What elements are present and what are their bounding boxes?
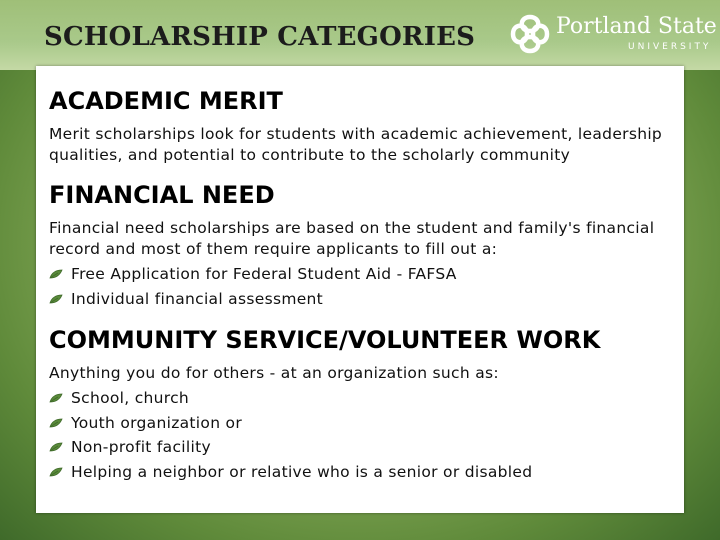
list-item xyxy=(49,386,670,411)
bullet-list xyxy=(49,386,670,484)
leaf-bullet-icon xyxy=(49,442,63,452)
list-item-text: Helping a neighbor or relative who is a senior or disabled xyxy=(71,462,533,481)
list-item xyxy=(49,411,670,436)
section-community-service xyxy=(49,325,670,484)
slide-title: SCHOLARSHIP CATEGORIES xyxy=(44,22,476,52)
psu-logo-icon xyxy=(510,14,550,54)
leaf-bullet-icon xyxy=(49,418,63,428)
section-heading: COMMUNITY SERVICE/VOLUNTEER WORK xyxy=(49,326,601,354)
list-item xyxy=(49,287,670,312)
list-item-text: School, church xyxy=(71,389,190,407)
bullet-list xyxy=(49,262,670,311)
list-item xyxy=(49,435,670,460)
list-item-text: Non-profit facility xyxy=(71,438,211,456)
leaf-bullet-icon xyxy=(49,269,63,279)
university-logo xyxy=(510,12,717,56)
section-text: Merit scholarships look for students with academic achievement, leadership qualities, and potential to contribute to the scholarly community xyxy=(49,125,663,164)
section-financial-need xyxy=(49,180,670,311)
logo-wordmark: Portland State xyxy=(556,14,717,39)
leaf-bullet-icon xyxy=(49,393,63,403)
content-panel xyxy=(36,66,684,513)
section-text: Anything you do for others - at an organization such as: xyxy=(49,364,499,382)
section-text: Financial need scholarships are based on the student and family's financial record and most of them require applicants to fill out a: xyxy=(49,219,655,258)
leaf-bullet-icon xyxy=(49,467,63,477)
list-item xyxy=(49,262,670,287)
section-heading: ACADEMIC MERIT xyxy=(49,87,283,115)
section-academic-merit xyxy=(49,86,670,166)
list-item xyxy=(49,460,670,485)
section-heading: FINANCIAL NEED xyxy=(49,181,275,209)
leaf-bullet-icon xyxy=(49,294,63,304)
list-item-text: Free Application for Federal Student Aid - FAFSA xyxy=(71,265,457,283)
list-item-text: Youth organization or xyxy=(71,413,243,432)
logo-subtitle: UNIVERSITY xyxy=(628,42,712,52)
list-item-text: Individual financial assessment xyxy=(71,289,324,308)
